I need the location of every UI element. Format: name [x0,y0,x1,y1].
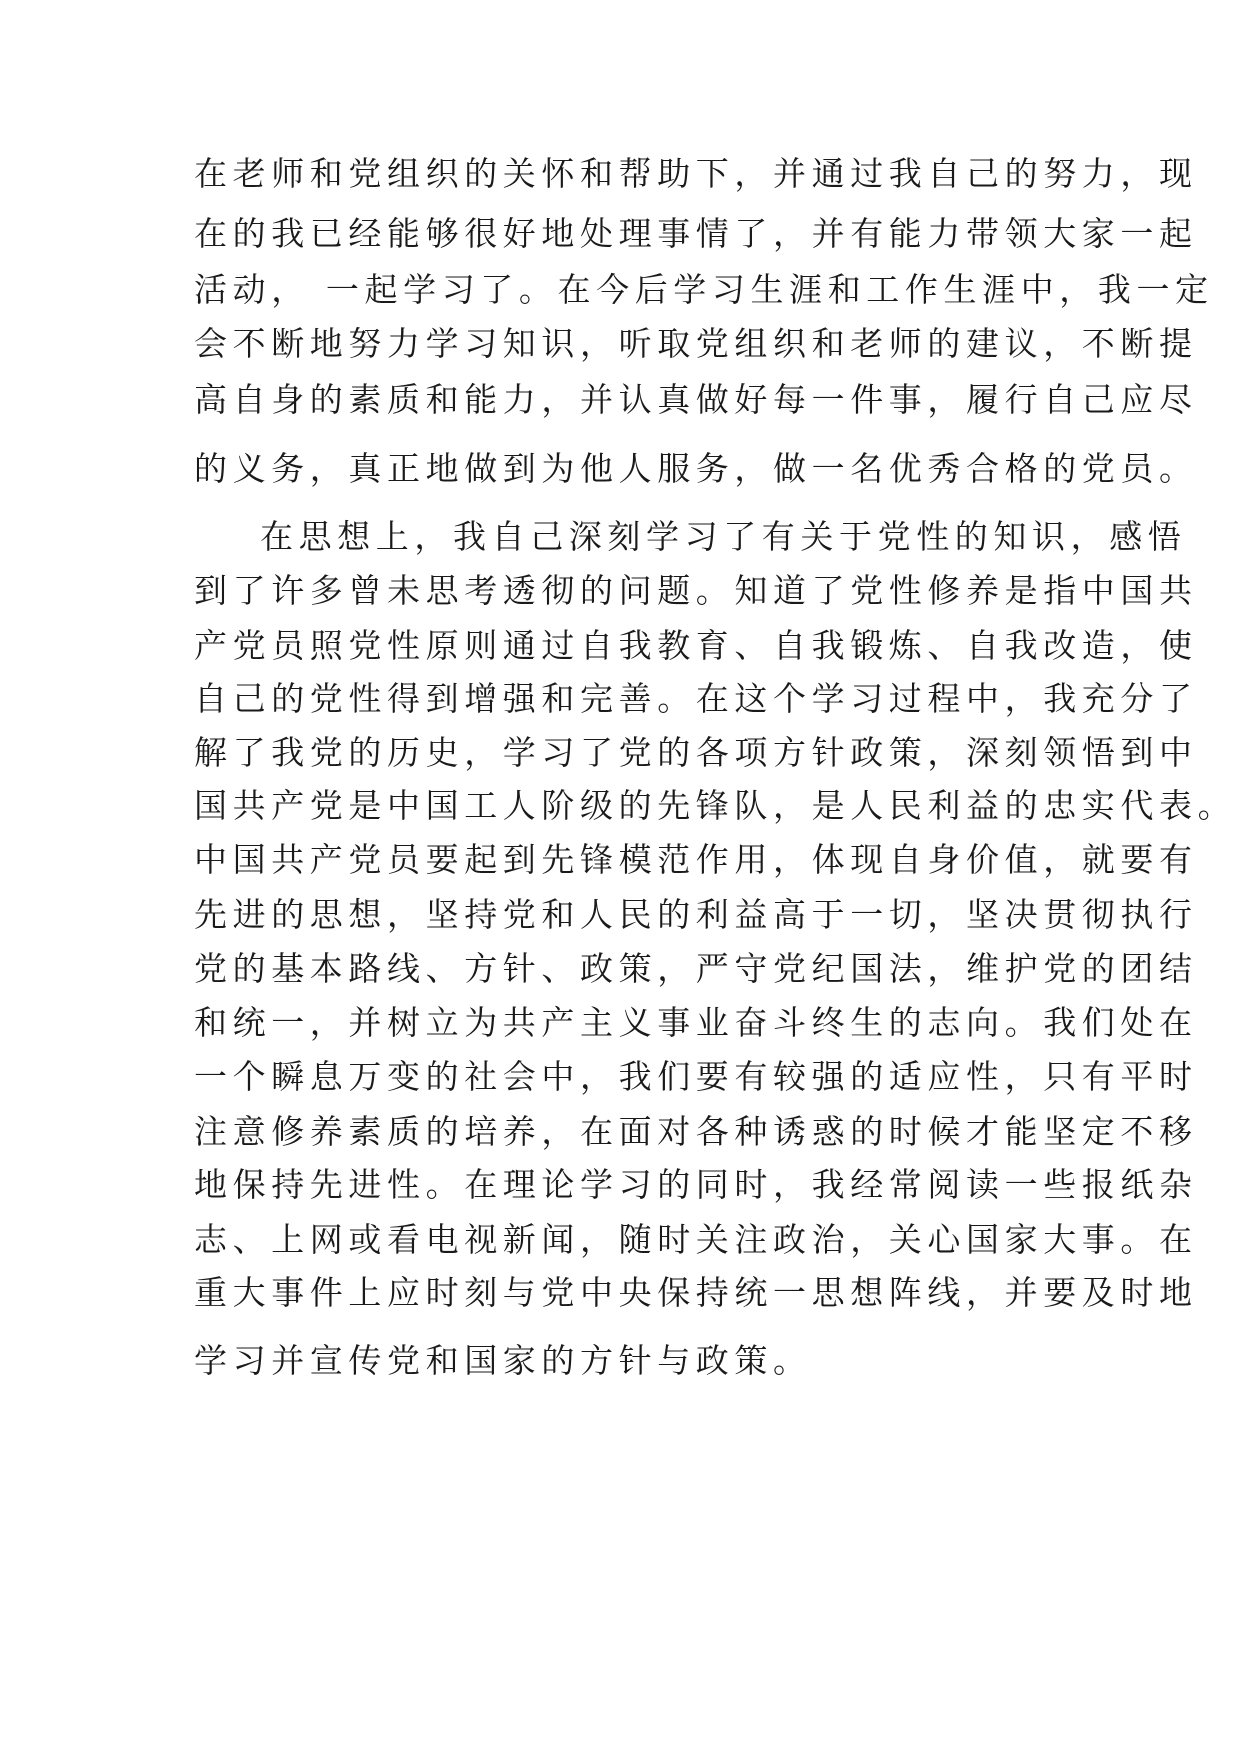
text-line: 在老师和党组织的关怀和帮助下，并通过我自己的努力，现 [194,154,1198,193]
text-line: 的义务，真正地做到为他人服务，做一名优秀合格的党员。 [194,449,1198,488]
text-line: 重大事件上应时刻与党中央保持统一思想阵线，并要及时地 [194,1273,1198,1312]
text-line: 在的我已经能够很好地处理事情了，并有能力带领大家一起 [194,214,1198,253]
text-line-indented: 在思想上，我自己深刻学习了有关于党性的知识，感悟 [260,517,1187,556]
text-line: 国共产党是中国工人阶级的先锋队，是人民利益的忠实代表。 [194,786,1237,825]
text-line: 中国共产党员要起到先锋模范作用，体现自身价值，就要有 [194,840,1198,879]
text-line: 先进的思想，坚持党和人民的利益高于一切，坚决贯彻执行 [194,895,1198,934]
text-line: 和统一，并树立为共产主义事业奋斗终生的志向。我们处在 [194,1003,1198,1042]
text-line: 高自身的素质和能力，并认真做好每一件事，履行自己应尽 [194,380,1198,419]
text-line: 产党员照党性原则通过自我教育、自我锻炼、自我改造，使 [194,626,1198,665]
text-line: 自己的党性得到增强和完善。在这个学习过程中，我充分了 [194,679,1198,718]
text-line: 注意修养素质的培养，在面对各种诱惑的时候才能坚定不移 [194,1112,1198,1151]
text-line: 会不断地努力学习知识，听取党组织和老师的建议，不断提 [194,324,1198,363]
text-line: 地保持先进性。在理论学习的同时，我经常阅读一些报纸杂 [194,1165,1198,1204]
text-line: 学习并宣传党和国家的方针与政策。 [194,1341,812,1380]
text-line: 志、上网或看电视新闻，随时关注政治，关心国家大事。在 [194,1220,1198,1259]
text-line: 一个瞬息万变的社会中，我们要有较强的适应性，只有平时 [194,1057,1198,1096]
text-line: 活动， 一起学习了。在今后学习生涯和工作生涯中，我一定 [194,270,1214,309]
text-line: 党的基本路线、方针、政策，严守党纪国法，维护党的团结 [194,949,1198,988]
text-line: 解了我党的历史，学习了党的各项方针政策，深刻领悟到中 [194,733,1198,772]
text-line: 到了许多曾未思考透彻的问题。知道了党性修养是指中国共 [194,571,1198,610]
